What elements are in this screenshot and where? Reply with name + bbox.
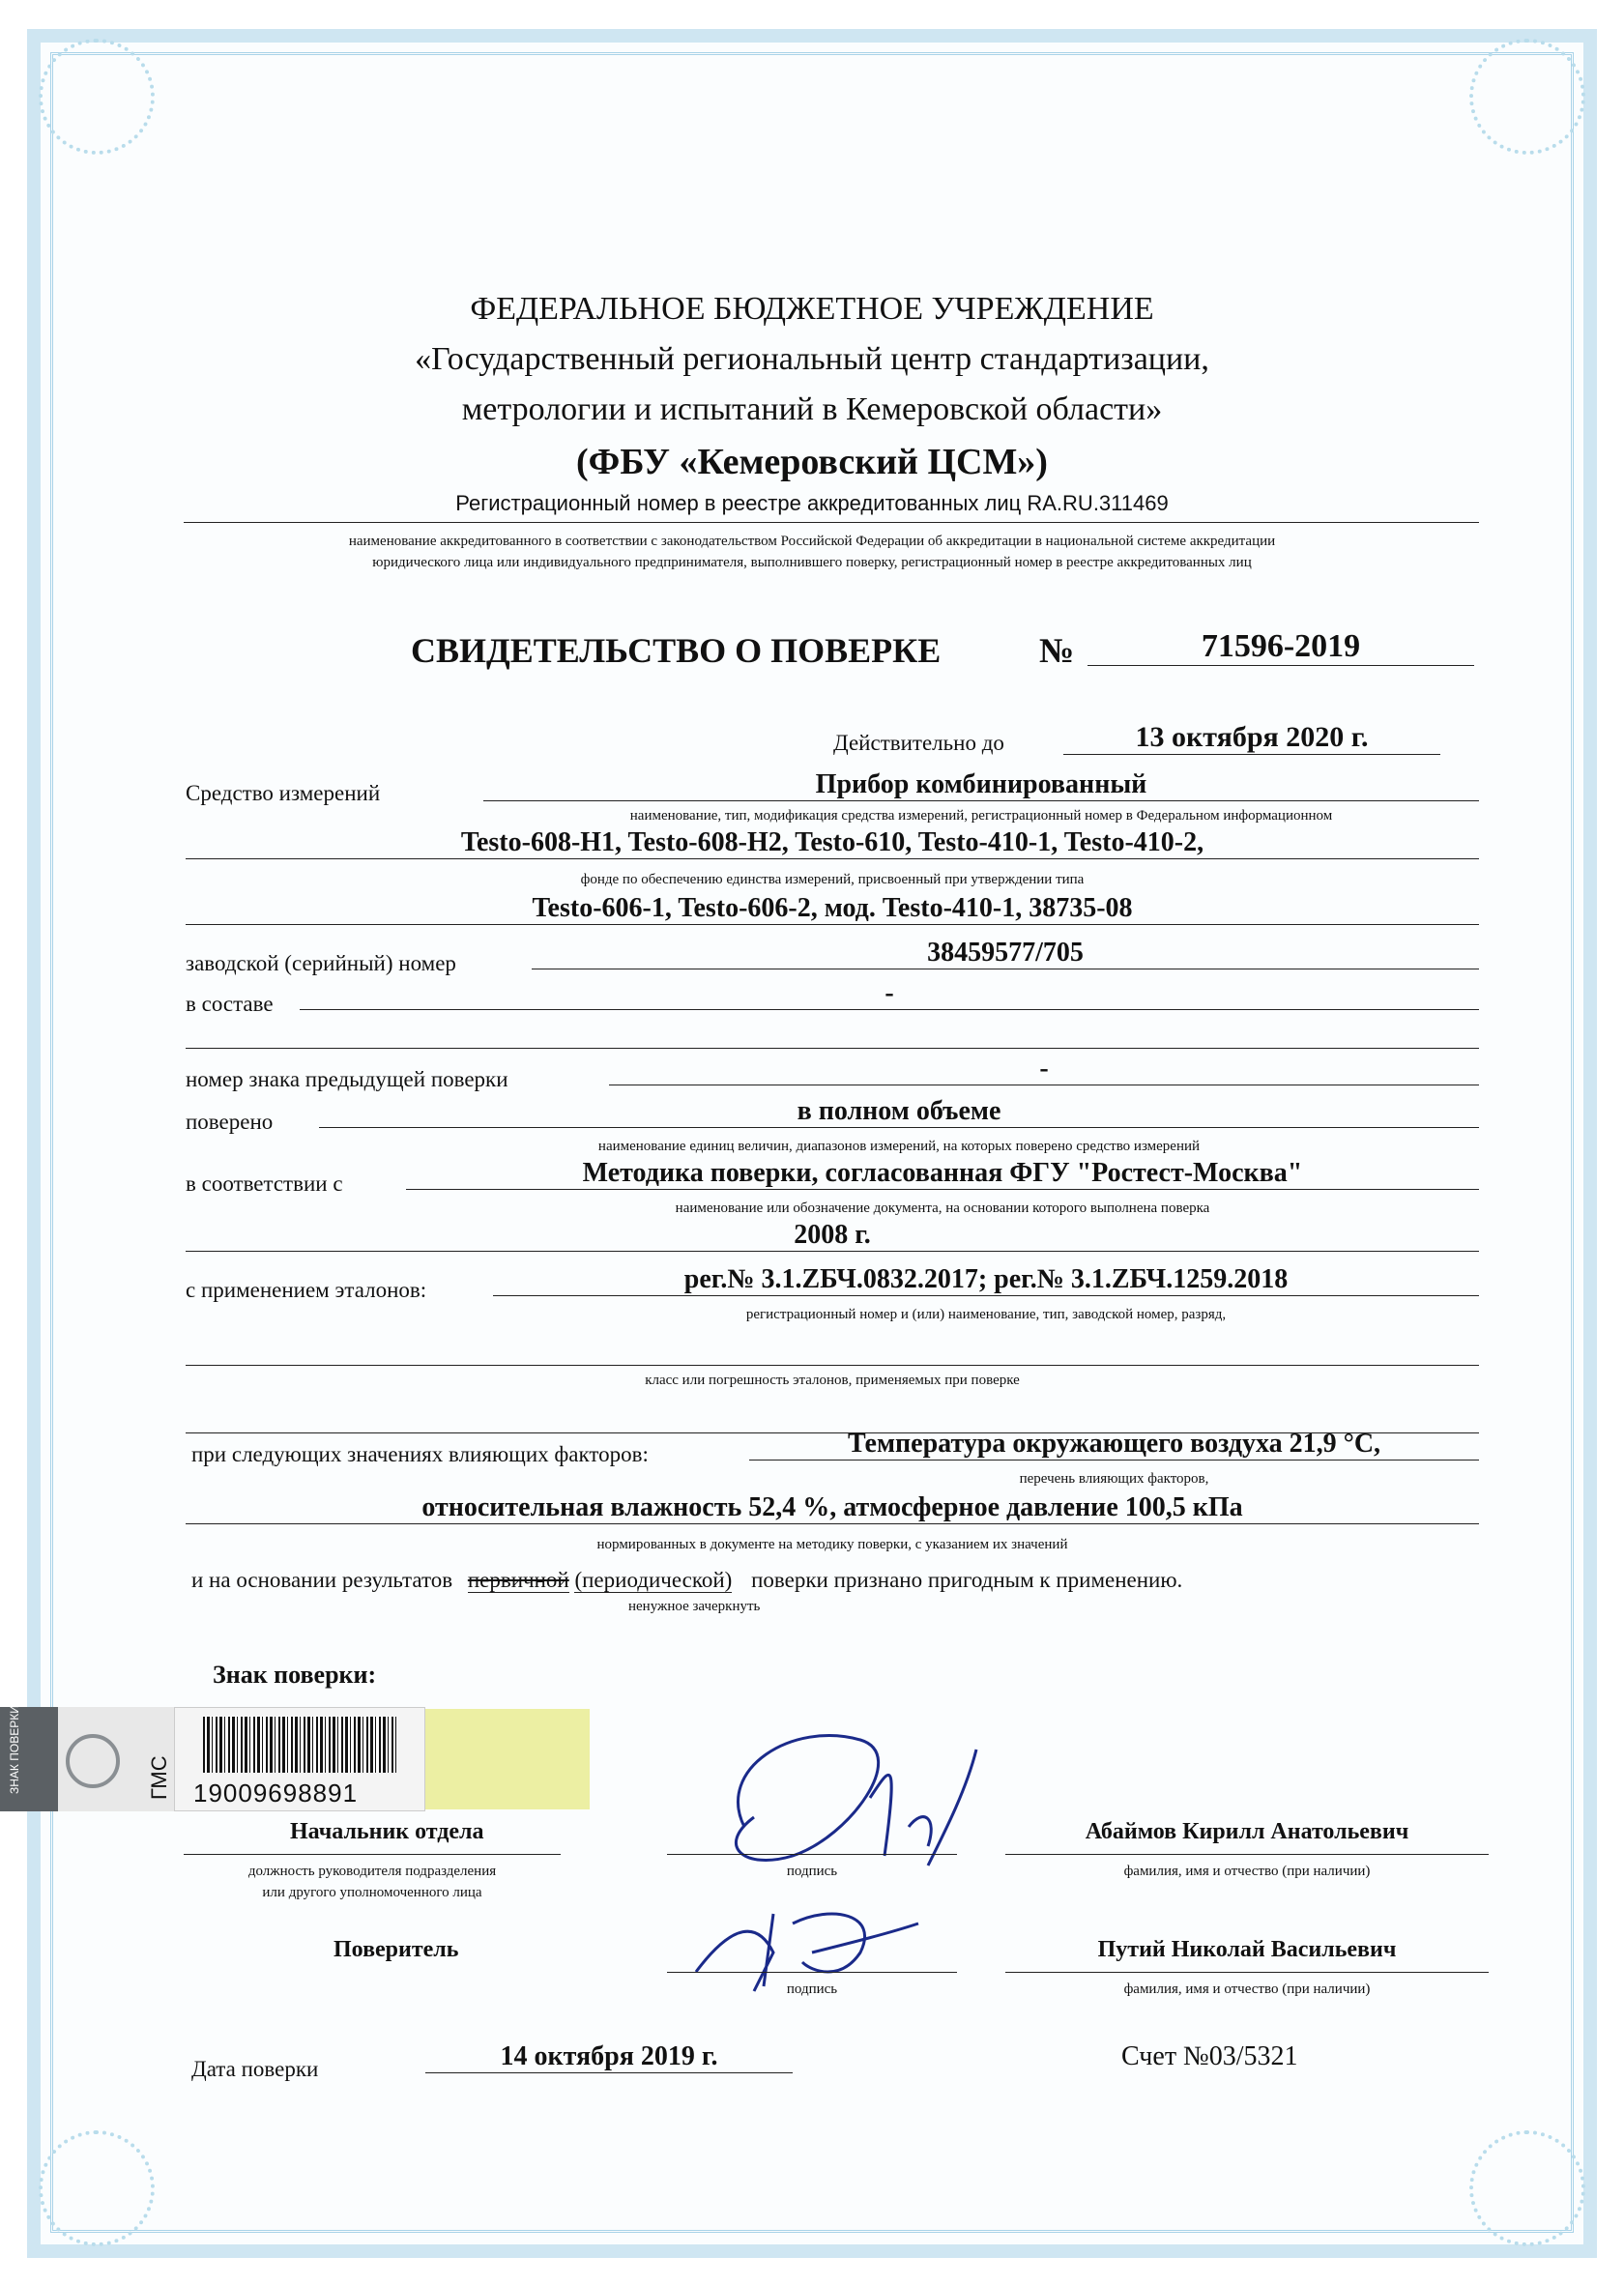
- head-signature: [677, 1711, 1025, 1885]
- prev-mark-value: -: [609, 1054, 1479, 1085]
- sticker-emblem-icon: [66, 1734, 120, 1788]
- verifier-title: Поверитель: [334, 1937, 459, 1962]
- prev-mark-label: номер знака предыдущей поверки: [186, 1067, 508, 1091]
- date-value: 14 октября 2019 г.: [425, 2041, 793, 2073]
- valid-until-label: Действительно до: [833, 731, 1004, 755]
- composition-line-2: [186, 1048, 1479, 1049]
- sticker-left-block: [0, 1707, 176, 1811]
- invoice-number: Счет №03/5321: [1121, 2041, 1298, 2071]
- factors-label: при следующих значениях влияющих факторов:: [191, 1442, 649, 1466]
- head-title-line: [184, 1854, 561, 1855]
- standards-note-2: класс или погрешность эталонов, применяемых при поверке: [645, 1373, 1020, 1388]
- barcode-number: 19009698891: [193, 1779, 359, 1808]
- head-title: Начальник отдела: [290, 1819, 484, 1844]
- head-note-1: должность руководителя подразделения: [247, 1864, 497, 1879]
- accordance-note: наименование или обозначение документа, на основании которого выполнена поверка: [675, 1200, 1210, 1216]
- standards-note-1: регистрационный номер и (или) наименование, тип, заводской номер, разряд,: [745, 1307, 1227, 1322]
- instrument-note-2: фонде по обеспечению единства измерений, присвоенный при утверждении типа: [580, 872, 1085, 887]
- result-primary-struck: первичной: [467, 1568, 569, 1592]
- head-note-2: или другого уполномоченного лица: [262, 1885, 482, 1900]
- verified-value: в полном объеме: [319, 1096, 1479, 1128]
- accordance-label: в соответствии с: [186, 1171, 343, 1196]
- date-label: Дата поверки: [191, 2057, 319, 2081]
- header-underline: [184, 522, 1479, 523]
- sticker-yellow-patch: [425, 1709, 590, 1809]
- barcode-bars: [203, 1717, 396, 1773]
- factors-note-1: перечень влияющих факторов,: [1019, 1471, 1209, 1487]
- result-note: ненужное зачеркнуть: [628, 1599, 761, 1614]
- corner-ornament: [39, 2130, 155, 2246]
- header-note-2: юридического лица или индивидуального предпринимателя, выполнившего поверку, регистрационный номер в реестре аккредитованных лиц: [372, 555, 1252, 570]
- header-short-name: (ФБУ «Кемеровский ЦСМ»): [576, 442, 1048, 482]
- serial-label: заводской (серийный) номер: [186, 951, 456, 975]
- header-line-3: метрологии и испытаний в Кемеровской области»: [461, 391, 1163, 427]
- instrument-note-1: наименование, тип, модификация средства измерений, регистрационный номер в Федеральном информационном: [629, 808, 1333, 824]
- verifier-name-note: фамилия, имя и отчество (при наличии): [1123, 1981, 1371, 1997]
- composition-label: в составе: [186, 992, 274, 1016]
- composition-value: -: [300, 978, 1479, 1010]
- header-line-1: ФЕДЕРАЛЬНОЕ БЮДЖЕТНОЕ УЧРЕЖДЕНИЕ: [470, 291, 1154, 327]
- sticker-code: ГМС: [147, 1755, 171, 1800]
- result-suffix: поверки признано пригодным к применению.: [751, 1568, 1183, 1592]
- head-name-note: фамилия, имя и отчество (при наличии): [1123, 1864, 1371, 1879]
- verifier-sign-note: подпись: [786, 1981, 838, 1997]
- sticker-side-text: ЗНАК ПОВЕРКИ: [8, 1705, 21, 1794]
- standards-label: с применением эталонов:: [186, 1278, 427, 1302]
- header-note-1: наименование аккредитованного в соответствии с законодательством Российской Федерации об аккредитации в национальной системе аккредитации: [348, 534, 1276, 549]
- registration-number: Регистрационный номер в реестре аккредитованных лиц RA.RU.311469: [455, 491, 1169, 515]
- instrument-name: Прибор комбинированный: [483, 769, 1479, 801]
- corner-ornament: [1469, 2130, 1585, 2246]
- factors-value-2: относительная влажность 52,4 %, атмосферное давление 100,5 кПа: [186, 1492, 1479, 1524]
- verifier-name: Путий Николай Васильевич: [1097, 1937, 1397, 1962]
- corner-ornament: [39, 39, 155, 155]
- corner-ornament: [1469, 39, 1585, 155]
- sticker-gray-stripe: [0, 1707, 58, 1811]
- standards-line-2: [186, 1365, 1479, 1366]
- accordance-year: 2008 г.: [186, 1220, 1479, 1252]
- accordance-value: Методика поверки, согласованная ФГУ "Ростест-Москва": [406, 1158, 1479, 1190]
- number-sign: №: [1039, 631, 1075, 670]
- certificate-number: 71596-2019: [1088, 628, 1474, 666]
- result-periodic: (периодической): [574, 1568, 733, 1592]
- head-sign-line: [667, 1854, 957, 1855]
- verifier-sign-line: [667, 1972, 957, 1973]
- instrument-models-2: Testo-606-1, Testo-606-2, мод. Testo-410-1, 38735-08: [186, 893, 1479, 925]
- instrument-models: Testo-608-H1, Testo-608-H2, Testo-610, Testo-410-1, Testo-410-2,: [186, 827, 1479, 859]
- valid-until-date: 13 октября 2020 г.: [1063, 721, 1440, 755]
- verified-label: поверено: [186, 1110, 274, 1134]
- result-line: [191, 1568, 1182, 1593]
- head-name-line: [1005, 1854, 1489, 1855]
- factors-value-1: Температура окружающего воздуха 21,9 °С,: [749, 1429, 1479, 1461]
- standards-value: рег.№ 3.1.ZБЧ.0832.2017; рег.№ 3.1.ZБЧ.1259.2018: [493, 1264, 1479, 1296]
- verified-note: наименование единиц величин, диапазонов измерений, на которых поверено средство измерений: [597, 1139, 1201, 1154]
- serial-number: 38459577/705: [532, 938, 1479, 969]
- sticker-white-area: [58, 1707, 176, 1811]
- head-name: Абаймов Кирилл Анатольевич: [1085, 1819, 1409, 1844]
- mark-label: Знак поверки:: [213, 1661, 377, 1689]
- instrument-label: Средство измерений: [186, 781, 381, 805]
- barcode-sticker: [174, 1707, 590, 1811]
- head-sign-note: подпись: [786, 1864, 838, 1879]
- verifier-name-line: [1005, 1972, 1489, 1973]
- certificate-title: СВИДЕТЕЛЬСТВО О ПОВЕРКЕ: [411, 631, 942, 670]
- factors-note-2: нормированных в документе на методику поверки, с указанием их значений: [596, 1537, 1068, 1552]
- header-line-2: «Государственный региональный центр стандартизации,: [415, 341, 1209, 377]
- result-prefix: и на основании результатов: [191, 1568, 453, 1592]
